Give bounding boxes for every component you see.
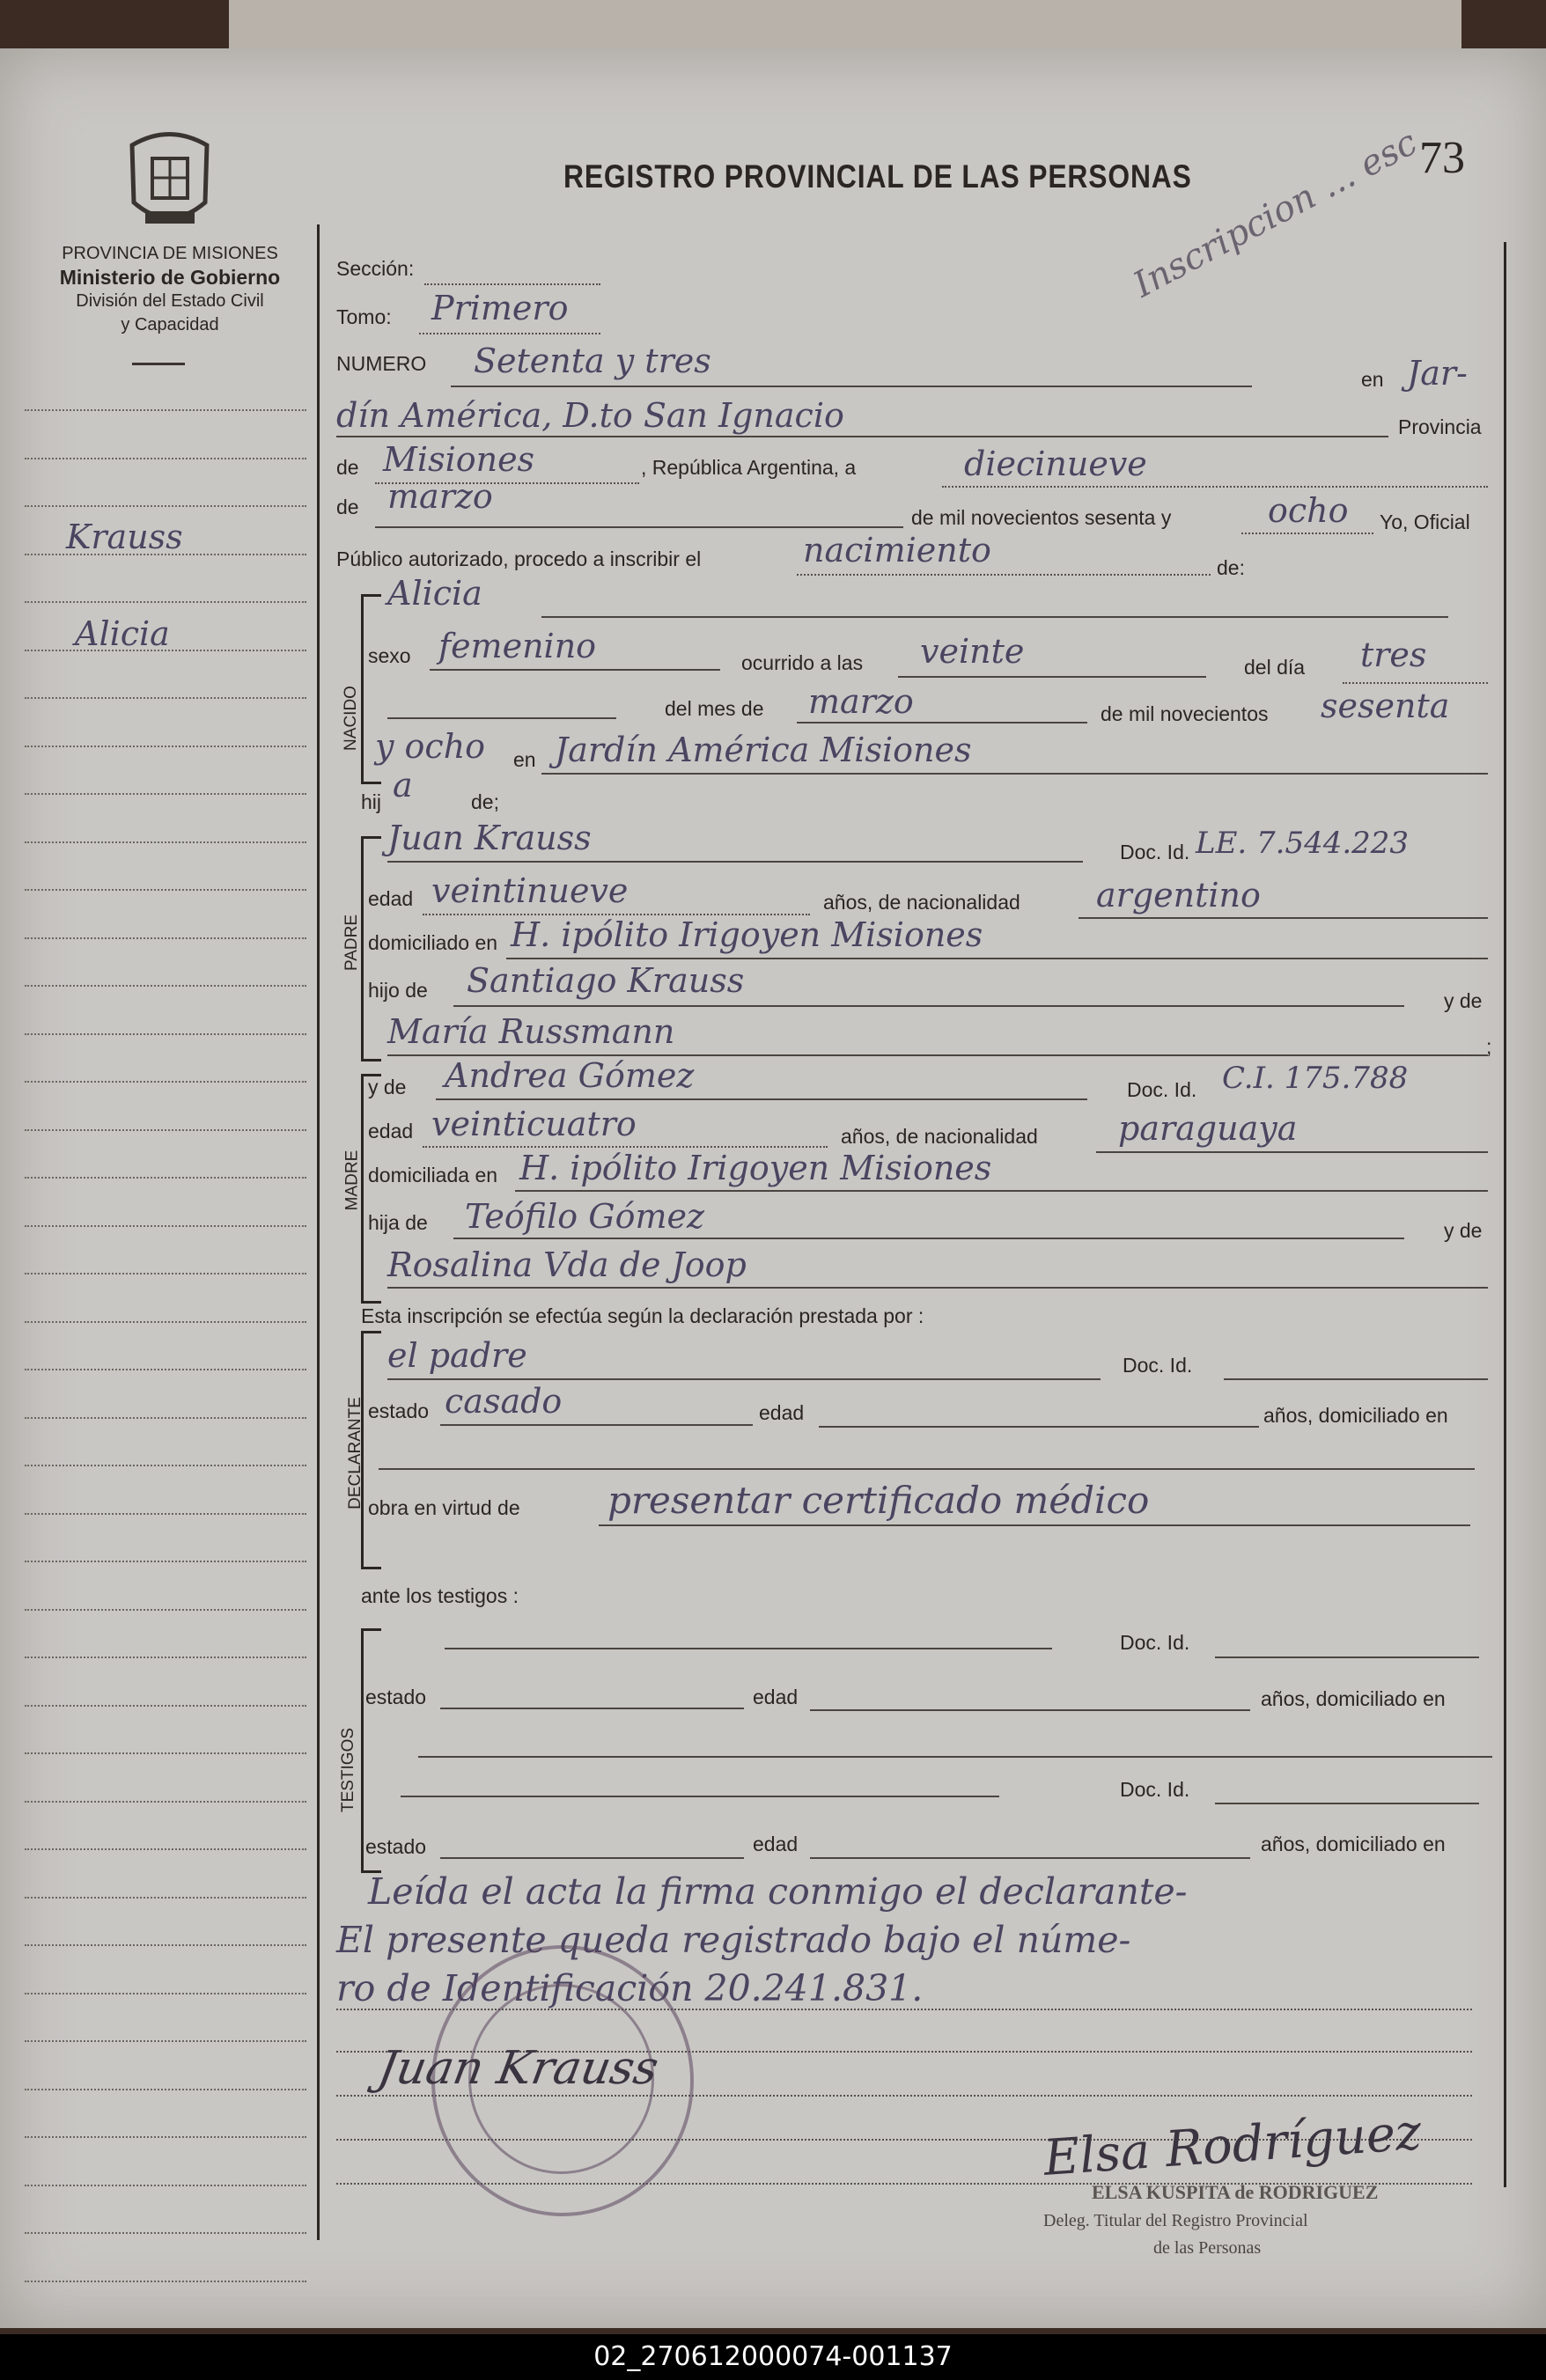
label-estado-decl: estado: [368, 1399, 430, 1422]
padre-edad: veintinueve: [431, 871, 629, 910]
left-rule: [25, 1417, 306, 1419]
padre-hijo-de: Santiago Krauss: [467, 961, 745, 1000]
left-rule: [25, 458, 306, 459]
madre-dom-line: [515, 1190, 1488, 1192]
madre-edad: veinticuatro: [431, 1105, 637, 1143]
left-rule: [25, 697, 306, 699]
closing-line1: Leída el acta la firma conmigo el declarante-: [368, 1870, 1188, 1913]
dia-nac-line: [1343, 682, 1488, 684]
left-rule: [25, 409, 306, 411]
label-edad-t2: edad: [753, 1833, 799, 1855]
label-y-de-padre: y de: [1444, 989, 1483, 1012]
left-rule: [25, 985, 306, 987]
value-hija-suffix: a: [393, 766, 413, 804]
value-provincia: Misiones: [383, 440, 535, 479]
signature-oficial: Elsa Rodríguez: [1042, 2104, 1424, 2187]
label-de2: de: [336, 496, 359, 518]
label-en: en: [1361, 368, 1384, 391]
left-rule: [25, 1705, 306, 1707]
label-doc-padre: Doc. Id.: [1120, 841, 1190, 863]
act-number: 73: [1419, 133, 1465, 183]
value-numero: Setenta y tres: [474, 342, 711, 380]
label-anos-dom-decl: años, domiciliado en: [1263, 1404, 1448, 1427]
label-anos-nac-madre: años, de nacionalidad: [841, 1125, 1038, 1148]
label-publico: Público autorizado, procedo a inscribir el: [336, 547, 702, 570]
label-doc-madre: Doc. Id.: [1127, 1078, 1197, 1101]
closing-line2: El presente queda registrado bajo el núme-: [336, 1919, 1131, 1961]
value-en-a: Jar-: [1407, 354, 1468, 393]
label-estado-t1: estado: [365, 1686, 427, 1708]
left-rule: [25, 1609, 306, 1611]
label-y-de-madre2: y de: [1444, 1219, 1483, 1242]
value-anio-nac-b: y ocho: [375, 727, 486, 766]
padre-nacionalidad: argentino: [1096, 876, 1261, 915]
left-rule: [25, 1848, 306, 1850]
label-mil-sesenta: de mil novecientos sesenta y: [911, 506, 1172, 529]
left-rule: [25, 2185, 306, 2186]
label-anos-dom-t2: años, domiciliado en: [1261, 1833, 1446, 1855]
acto-line: [797, 574, 1211, 576]
padre-domicilio: H. ipólito Irigoyen Misiones: [511, 915, 983, 954]
madre-bracket: [361, 1074, 381, 1304]
section-declarante: DECLARANTE: [345, 1397, 364, 1510]
left-rule: [25, 1656, 306, 1658]
t1-edad-line: [810, 1709, 1250, 1711]
tomo-line: [419, 333, 600, 334]
left-rule: [25, 1177, 306, 1179]
madre-hija-de: Teófilo Gómez: [465, 1197, 704, 1236]
left-rule: [25, 2040, 306, 2042]
value-inscripto: Alicia: [387, 574, 482, 613]
left-rule: [25, 1897, 306, 1899]
label-de: de: [336, 456, 359, 479]
oficial-cargo: Deleg. Titular del Registro Provincial: [1043, 2211, 1308, 2230]
value-lugar-nac: Jardín América Misiones: [555, 731, 972, 769]
label-mil-novecientos: de mil novecientos: [1101, 702, 1269, 725]
agency-province: PROVINCIA DE MISIONES: [62, 244, 278, 263]
madre-nacionalidad: paraguaya: [1118, 1109, 1298, 1148]
label-obra: obra en virtud de: [368, 1496, 520, 1519]
agency-block: [25, 242, 315, 337]
label-ante: ante los testigos :: [361, 1584, 519, 1607]
left-rule: [25, 1752, 306, 1754]
left-rule: [25, 1561, 306, 1562]
madre-nombre: Andrea Gómez: [445, 1056, 695, 1095]
margin-surname: Krauss: [66, 518, 183, 556]
value-anio: ocho: [1268, 491, 1349, 530]
left-rule: [25, 1513, 306, 1515]
label-de-colon: de:: [1217, 556, 1245, 579]
madre-nac-line: [1096, 1151, 1488, 1153]
testigo2-doc-line: [1215, 1803, 1479, 1804]
mes-nac-line: [797, 722, 1087, 724]
label-doc-t2: Doc. Id.: [1120, 1778, 1190, 1801]
testigo2-line: [401, 1796, 999, 1797]
declarante-estado: casado: [445, 1382, 563, 1421]
label-provincia: Provincia: [1398, 415, 1482, 438]
label-hija-de: hija de: [368, 1211, 428, 1234]
label-esta-inscripcion: Esta inscripción se efectúa según la declaración prestada por :: [361, 1304, 924, 1327]
decl-estado-line: [440, 1424, 753, 1426]
column-divider: [317, 224, 320, 2240]
label-tomo: Tomo:: [336, 305, 392, 328]
value-en-b: dín América, D.to San Ignacio: [336, 396, 844, 435]
decl-obra-line: [599, 1524, 1470, 1526]
label-domiciliada: domiciliada en: [368, 1164, 498, 1186]
agency-underline: [132, 363, 185, 365]
padre-hijo-line: [453, 1005, 1404, 1007]
left-rule: [25, 1465, 306, 1466]
left-rule: [25, 2089, 306, 2090]
closing-line3: ro de Identificación 20.241.831.: [336, 1967, 924, 2009]
decl-dom-line: [379, 1468, 1475, 1470]
declarante-doc-line: [1224, 1378, 1488, 1380]
t1-estado-line: [440, 1708, 744, 1709]
label-anos-dom-t1: años, domiciliado en: [1261, 1687, 1446, 1710]
label-edad-padre: edad: [368, 887, 414, 910]
label-del-mes: del mes de: [665, 697, 764, 720]
t2-estado-line: [440, 1857, 744, 1859]
left-rule: [25, 1321, 306, 1323]
madre-domicilio: H. ipólito Irigoyen Misiones: [519, 1149, 992, 1187]
padre-dom-line: [506, 958, 1488, 959]
t1-dom-line: [418, 1756, 1492, 1758]
label-numero: NUMERO: [336, 352, 427, 375]
madre-hija-line: [453, 1238, 1404, 1239]
label-edad-t1: edad: [753, 1686, 799, 1708]
left-rule: [25, 1033, 306, 1035]
image-caption: 02_270612000074-001137: [0, 2334, 1546, 2380]
padre-nombre-line: [387, 861, 1083, 863]
value-acto: nacimiento: [803, 531, 991, 569]
value-tomo: Primero: [431, 289, 569, 327]
hora-line: [898, 676, 1206, 678]
left-rule: [25, 746, 306, 747]
signature-declarante: Juan Krauss: [373, 2042, 663, 2095]
value-sexo: femenino: [438, 627, 597, 665]
left-rule: [25, 1273, 306, 1274]
declarante-quien: el padre: [387, 1336, 527, 1375]
label-doc-t1: Doc. Id.: [1120, 1631, 1190, 1654]
value-anio-nac-a: sesenta: [1321, 687, 1450, 725]
label-hijo-de: hijo de: [368, 979, 428, 1002]
left-rule: [25, 601, 306, 603]
label-hij: hij: [361, 790, 382, 813]
anio-line: [1241, 533, 1373, 534]
label-doc-declarante: Doc. Id.: [1123, 1354, 1193, 1377]
label-republica: , República Argentina, a: [641, 456, 857, 479]
lugar-line: [541, 773, 1488, 775]
section-nacido: NACIDO: [341, 686, 360, 751]
label-de-semi: de;: [471, 790, 499, 813]
section-testigos: TESTIGOS: [339, 1727, 358, 1813]
label-en-lugar: en: [513, 748, 536, 771]
madre-edad-line: [423, 1146, 828, 1148]
label-yo-oficial: Yo, Oficial: [1380, 511, 1470, 533]
mes-line: [375, 526, 903, 528]
testigo1-line: [445, 1648, 1052, 1649]
madre-doc: C.I. 175.788: [1222, 1061, 1409, 1096]
declarante-line: [387, 1378, 1101, 1380]
padre-nombre: Juan Krauss: [387, 819, 592, 857]
agency-ministry: Ministerio de Gobierno: [59, 266, 281, 289]
label-edad-madre: edad: [368, 1120, 414, 1142]
seccion-line: [424, 283, 600, 285]
label-domiciliado: domiciliado en: [368, 931, 498, 954]
dia-line: [942, 486, 1488, 488]
blank-line-1: [387, 717, 616, 719]
value-dia: diecinueve: [964, 444, 1147, 483]
inscripto-line: [541, 616, 1448, 618]
label-y-de-madre: y de: [368, 1076, 407, 1098]
value-mes-nac: marzo: [808, 682, 914, 721]
diagonal-annotation: Inscripcion ... esc: [1127, 121, 1425, 306]
label-del-dia: del día: [1244, 656, 1306, 679]
left-rule: [25, 505, 306, 507]
madre-nombre-line: [436, 1098, 1087, 1100]
left-rule: [25, 2232, 306, 2234]
agency-division2: y Capacidad: [121, 315, 219, 334]
label-anos-nac-padre: años, de nacionalidad: [823, 891, 1020, 914]
coat-of-arms-icon: [119, 128, 220, 238]
label-seccion: Sección:: [336, 257, 415, 280]
left-rule: [25, 889, 306, 891]
madre-yde-line: [387, 1287, 1488, 1289]
value-hora: veinte: [920, 632, 1025, 671]
section-padre: PADRE: [342, 914, 362, 972]
left-rule: [25, 1369, 306, 1370]
left-rule: [25, 937, 306, 939]
oficial-cargo2: de las Personas: [1153, 2238, 1262, 2258]
label-ocurrido: ocurrido a las: [741, 651, 864, 674]
label-edad-decl: edad: [759, 1401, 805, 1424]
value-mes: marzo: [387, 477, 493, 516]
document-title: REGISTRO PROVINCIAL DE LAS PERSONAS: [563, 158, 1192, 195]
label-estado-t2: estado: [365, 1835, 427, 1858]
left-rule: [25, 1944, 306, 1946]
left-rule: [25, 2281, 306, 2282]
left-rule: [25, 1081, 306, 1083]
padre-y-de: María Russmann: [387, 1012, 675, 1051]
right-border: [1504, 242, 1506, 2187]
section-madre: MADRE: [342, 1150, 362, 1211]
value-dia-nac: tres: [1360, 635, 1427, 674]
left-rule: [25, 1993, 306, 1994]
left-rule: [25, 1129, 306, 1131]
padre-doc: LE. 7.544.223: [1196, 826, 1410, 861]
label-semicolon: ;: [1486, 1035, 1492, 1058]
padre-nac-line: [1079, 917, 1488, 919]
left-rule: [25, 1225, 306, 1227]
madre-y-de: Rosalina Vda de Joop: [387, 1245, 747, 1284]
decl-edad-line: [819, 1426, 1259, 1428]
oficial-nombre: ELSA KUSPITA de RODRIGUEZ: [1092, 2181, 1379, 2203]
numero-line: [451, 386, 1252, 387]
margin-name: Alicia: [75, 614, 170, 653]
t2-edad-line: [810, 1857, 1250, 1859]
en-line: [336, 436, 1388, 437]
label-sexo: sexo: [368, 644, 411, 667]
agency-division: División del Estado Civil: [76, 291, 264, 311]
testigo1-doc-line: [1215, 1656, 1479, 1658]
left-rule: [25, 793, 306, 795]
sexo-line: [430, 669, 720, 671]
left-rule: [25, 2136, 306, 2138]
left-rule: [25, 841, 306, 843]
left-rule: [25, 1801, 306, 1803]
declarante-obra: presentar certificado médico: [607, 1479, 1150, 1522]
